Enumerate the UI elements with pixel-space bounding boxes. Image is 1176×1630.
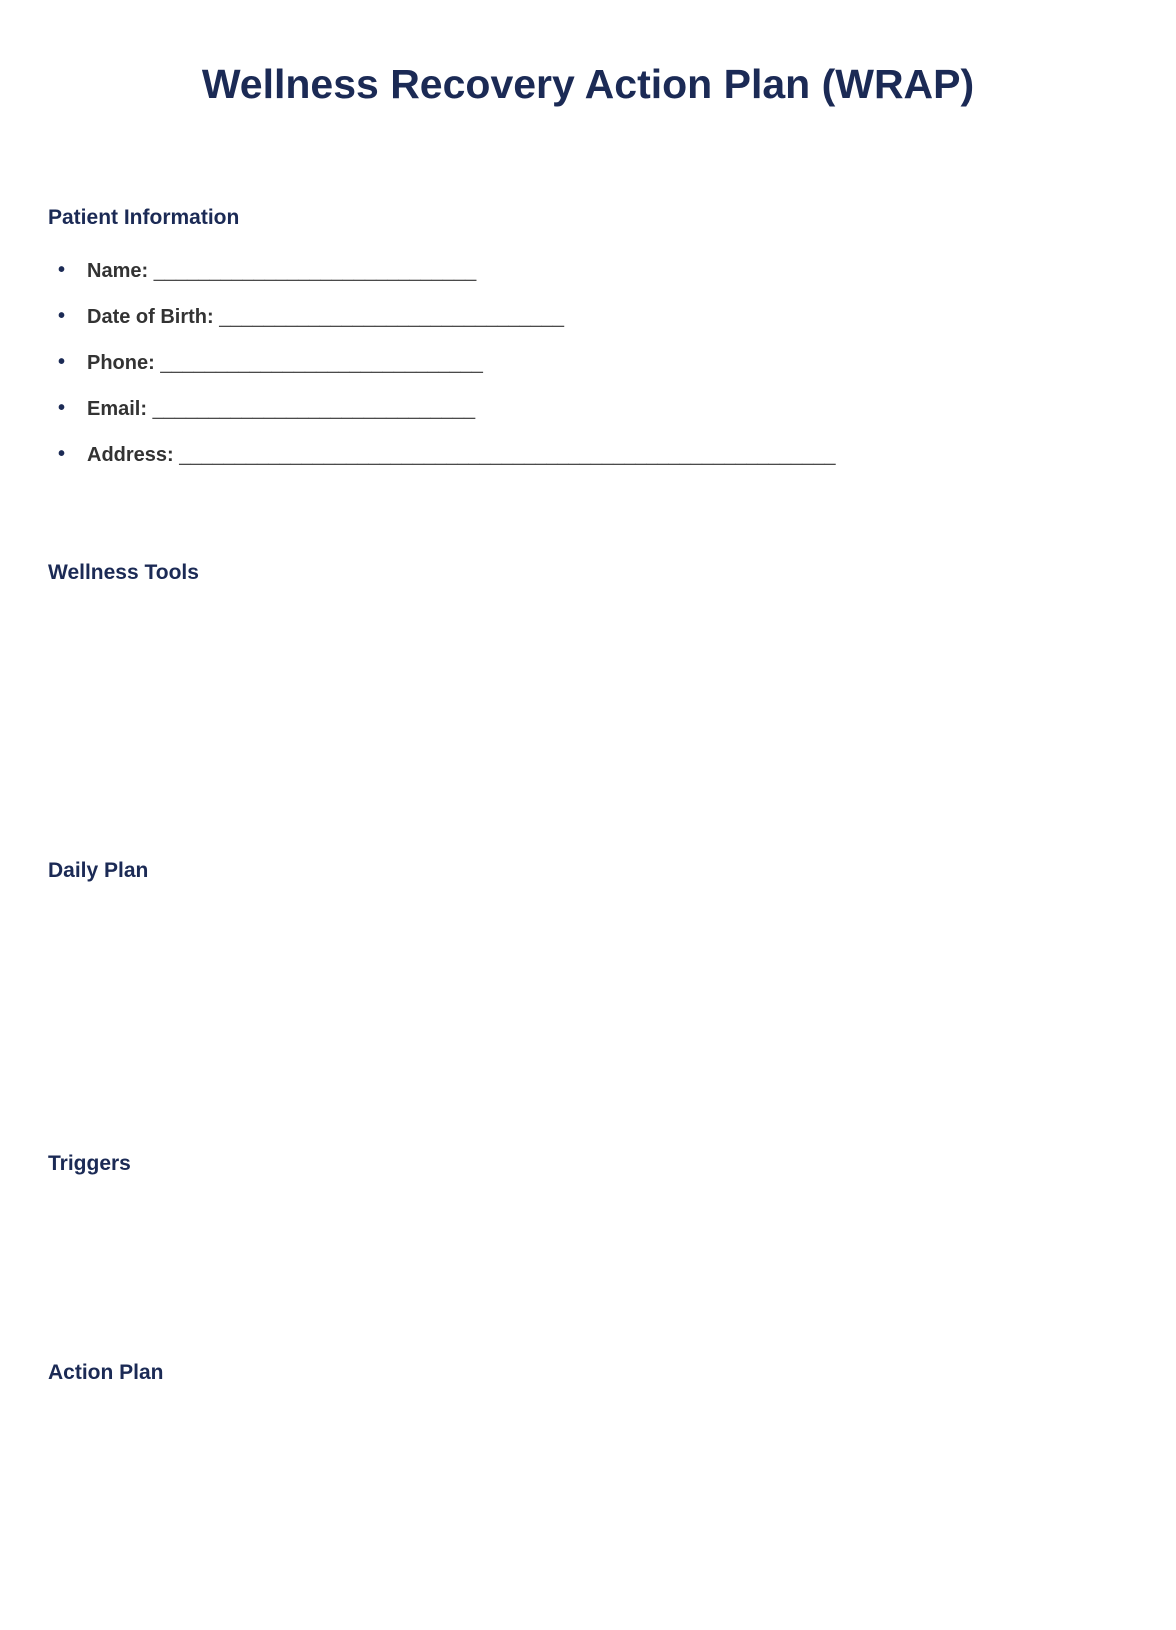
field-name-blank-line: _____________________________ — [153, 260, 477, 283]
field-name — [48, 260, 1128, 283]
section-heading-triggers: Triggers — [48, 1152, 131, 1176]
bullet-icon: • — [58, 351, 66, 374]
field-address-label: Address: — [87, 444, 174, 467]
field-date-of-birth-label: Date of Birth: — [87, 306, 214, 329]
bullet-icon: • — [58, 443, 66, 466]
document-title: Wellness Recovery Action Plan (WRAP) — [201, 61, 975, 107]
field-phone — [48, 352, 1128, 375]
section-heading-patient-information: Patient Information — [48, 206, 240, 230]
field-address-blank-line: ___________________________________________________________ — [179, 444, 836, 467]
field-name-label: Name: — [87, 260, 149, 283]
field-address — [48, 444, 1128, 467]
bullet-icon: • — [58, 397, 66, 420]
field-phone-label: Phone: — [87, 352, 155, 375]
section-heading-daily-plan: Daily Plan — [48, 859, 149, 883]
field-phone-blank-line: _____________________________ — [160, 352, 483, 375]
field-email-blank-line: _____________________________ — [152, 398, 476, 421]
bullet-icon: • — [58, 305, 66, 328]
field-email-label: Email: — [87, 398, 148, 421]
section-heading-action-plan: Action Plan — [48, 1361, 164, 1385]
section-heading-wellness-tools: Wellness Tools — [48, 561, 199, 585]
field-email — [48, 398, 1128, 421]
bullet-icon: • — [58, 259, 66, 282]
field-date-of-birth — [48, 306, 1128, 329]
field-date-of-birth-blank-line: _______________________________ — [219, 306, 565, 329]
patient-info-list — [48, 260, 1128, 467]
